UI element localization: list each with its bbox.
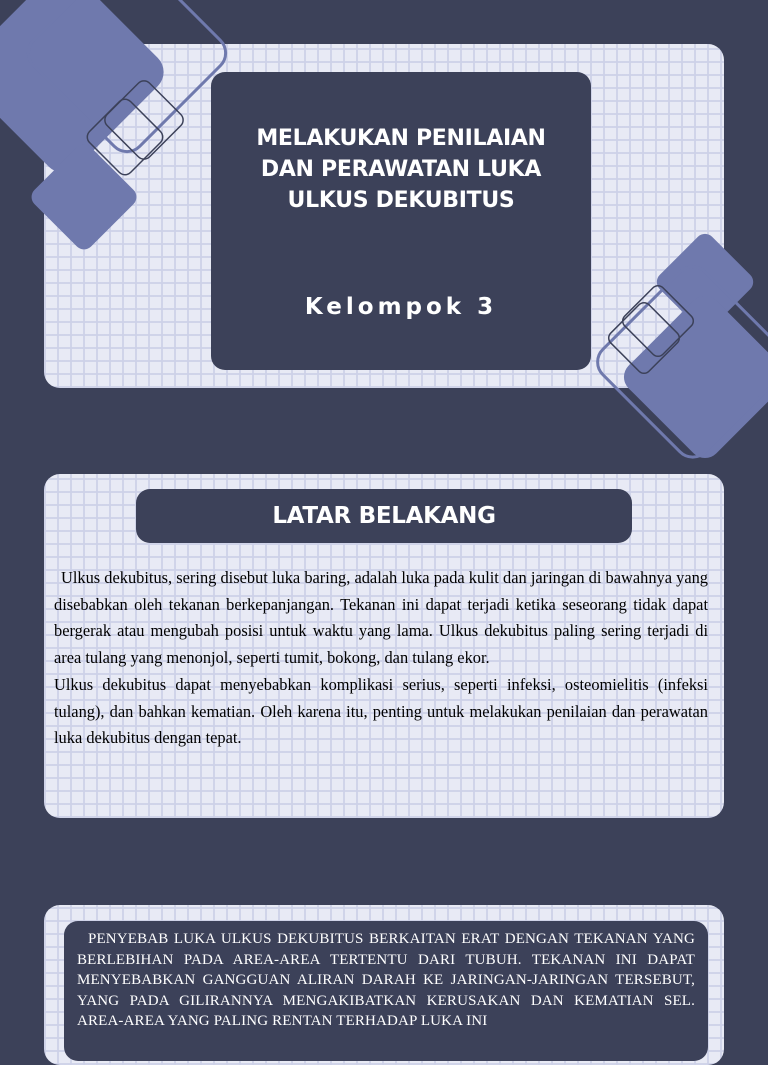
group-label: Kelompok 3 xyxy=(304,294,498,320)
title-line-1: MELAKUKAN PENILAIAN xyxy=(256,126,546,151)
background-paragraph-2: Ulkus dekubitus dapat menyebabkan komplikasi serius, seperti infeksi, osteomielitis (infeksi tulang), dan bahkan kematian. Oleh karena itu, penting untuk melakukan penilaian dan perawatan luka dekubitus dengan tepat. xyxy=(54,674,708,748)
title-line-3: ULKUS DEKUBITUS xyxy=(287,188,515,213)
background-body-text xyxy=(54,565,708,752)
title-line-2: DAN PERAWATAN LUKA xyxy=(260,157,542,182)
cause-text: PENYEBAB LUKA ULKUS DEKUBITUS BERKAITAN ERAT DENGAN TEKANAN YANG BERLEBIHAN PADA AREA-AREA TERTENTU DARI TUBUH. TEKANAN INI DAPAT MENYEBABKAN GANGGUAN ALIRAN DARAH KE JARINGAN-JARINGAN TERSEBUT, YANG PADA GILIRANNYA MENGAKIBATKAN KERUSAKAN DAN KEMATIAN SEL. AREA-AREA YANG PALING RENTAN TERHADAP LUKA INI xyxy=(77,931,695,1030)
cause-card xyxy=(64,921,708,1061)
page-title xyxy=(211,123,591,216)
section-heading-latar-belakang: LATAR BELAKANG xyxy=(136,489,632,543)
title-card xyxy=(211,72,591,370)
background-paragraph-1: Ulkus dekubitus, sering disebut luka baring, adalah luka pada kulit dan jaringan di bawahnya yang disebabkan oleh tekanan berkepanjangan. Tekanan ini dapat terjadi ketika seseorang tidak dapat bergerak atau mengubah posisi untuk waktu yang lama. Ulkus dekubitus paling sering terjadi di area tulang yang menonjol, seperti tumit, bokong, dan tulang ekor. xyxy=(54,568,708,668)
